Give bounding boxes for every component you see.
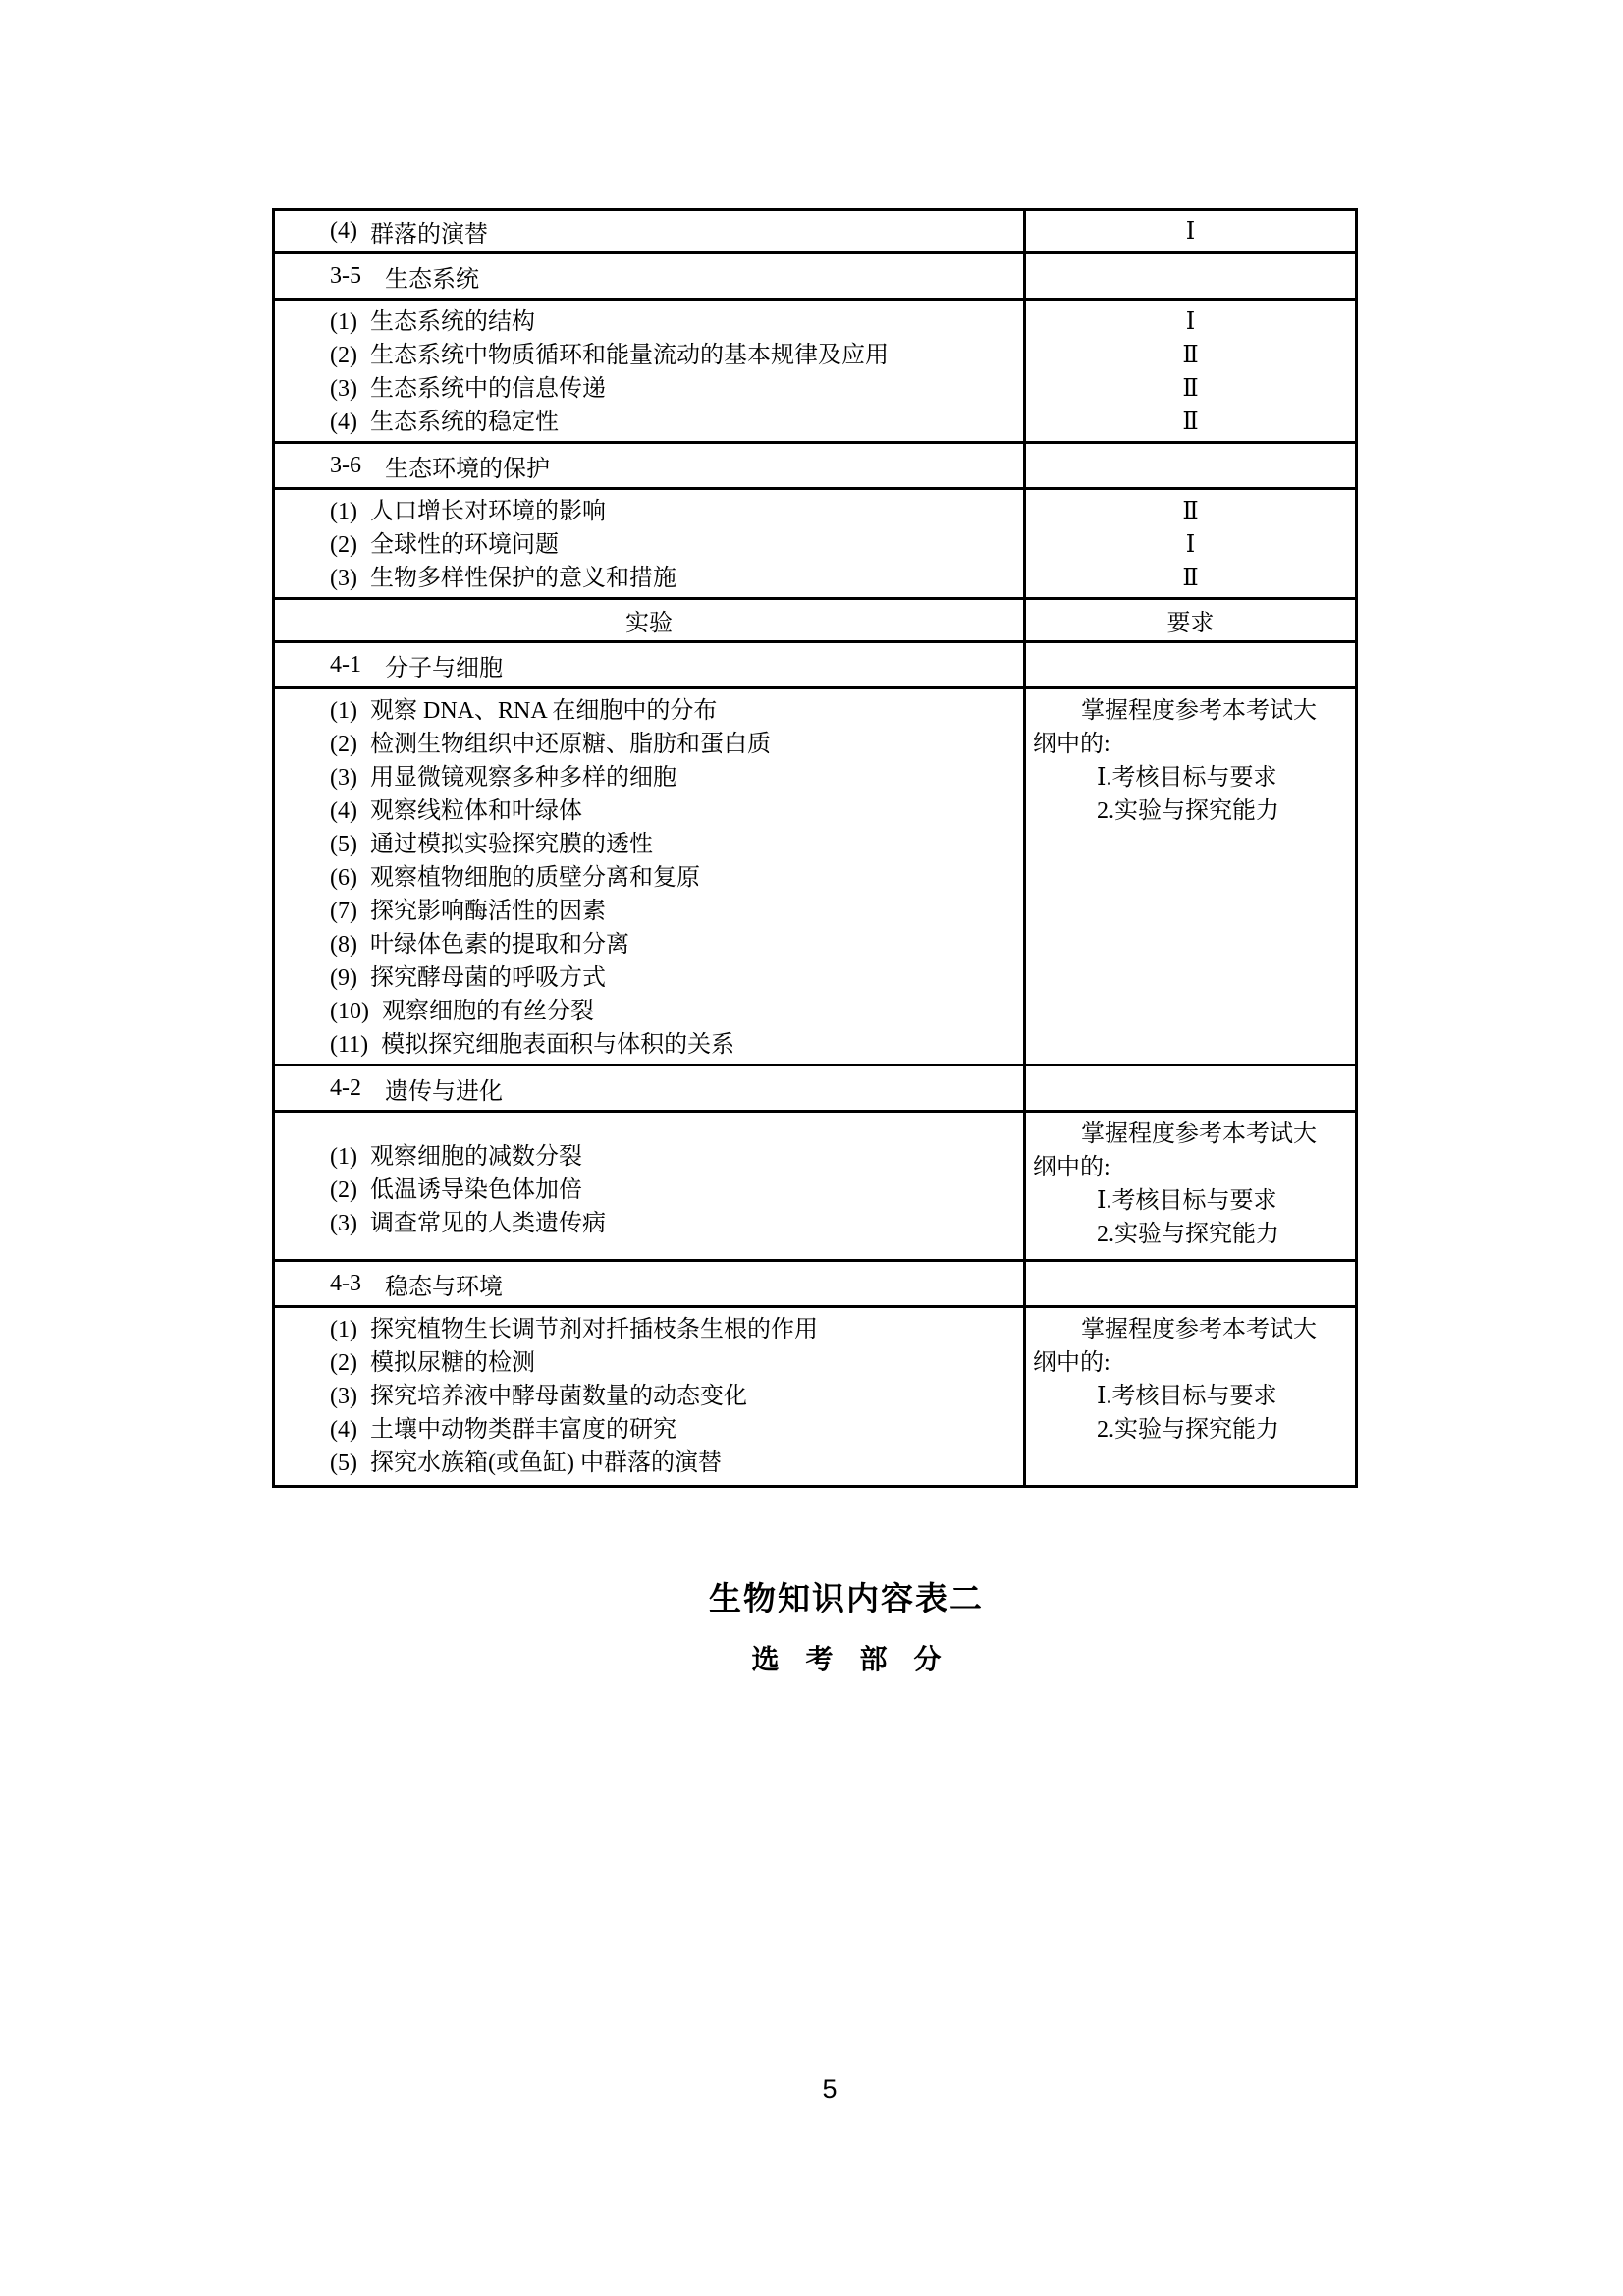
header-row (275, 600, 1355, 643)
item-number: (1) (330, 698, 357, 724)
item-line (330, 694, 1023, 728)
section-number: 4-3 (330, 1270, 361, 1296)
section-row (275, 254, 1355, 301)
item-number: (9) (330, 965, 357, 991)
requirement-level: Ⅱ (1182, 343, 1199, 368)
mastery-note (1026, 694, 1355, 828)
item-line (330, 406, 1023, 439)
item-text: 模拟探究细胞表面积与体积的关系 (381, 1032, 735, 1058)
item-line (330, 562, 1023, 595)
item-line (330, 828, 1023, 861)
item-line (330, 761, 1023, 794)
item-number: (1) (330, 1317, 357, 1342)
requirement-cell-empty (1026, 254, 1355, 298)
item-number: (11) (330, 1032, 369, 1058)
item-text: 用显微镜观察多种多样的细胞 (369, 765, 676, 791)
subtitle-elective-section: 选考部分 (751, 1645, 968, 1675)
requirement-cell-empty (1026, 444, 1355, 487)
table-row (275, 211, 1355, 254)
item-number: (4) (330, 798, 357, 824)
item-line (330, 305, 1023, 339)
item-line (330, 1140, 1023, 1174)
item-line (330, 728, 1023, 761)
item-number: (3) (330, 1384, 357, 1409)
item-line (330, 372, 1023, 406)
item-text: 生物多样性保护的意义和措施 (369, 566, 676, 591)
item-line (330, 861, 1023, 895)
content-table (272, 208, 1358, 1488)
item-text: 群落的演替 (369, 222, 488, 247)
requirement-level: Ⅱ (1182, 566, 1199, 591)
item-line (330, 1207, 1023, 1240)
item-line (330, 1313, 1023, 1346)
item-number: (4) (330, 410, 357, 435)
requirement-level: Ⅱ (1182, 376, 1199, 402)
requirement-level: Ⅰ (1185, 309, 1196, 335)
group-row (275, 689, 1355, 1066)
requirement-level: Ⅰ (1185, 532, 1196, 558)
topic-cell (275, 490, 1026, 597)
item-line (330, 1028, 1023, 1062)
topic-cell (275, 689, 1026, 1064)
requirement-level: Ⅰ (1185, 219, 1196, 245)
item-line (330, 1346, 1023, 1380)
item-text: 探究水族箱(或鱼缸) 中群落的演替 (369, 1450, 722, 1476)
mastery-note-line: Ⅰ.考核目标与要求 (1097, 1188, 1277, 1214)
mastery-note (1026, 1118, 1355, 1251)
mastery-note (1026, 1313, 1355, 1447)
mastery-note-line: 纲中的: (1033, 732, 1110, 757)
item-text: 调查常见的人类遗传病 (369, 1211, 606, 1236)
item-number: (5) (330, 832, 357, 857)
section-number: 4-1 (330, 651, 361, 678)
item-text: 探究影响酶活性的因素 (369, 899, 606, 924)
item-number: (2) (330, 532, 357, 558)
section-row (275, 643, 1355, 689)
item-number: (3) (330, 376, 357, 402)
mastery-note-line: Ⅰ.考核目标与要求 (1097, 765, 1277, 791)
requirement-cell-empty (1026, 643, 1355, 686)
table2-title: 生物知识内容表二 (709, 1582, 984, 1617)
experiment-header-cell (275, 600, 1026, 640)
item-number: (1) (330, 1144, 357, 1170)
mastery-note-line: 2.实验与探究能力 (1097, 798, 1279, 824)
group-row (275, 490, 1355, 600)
section-cell (275, 1066, 1026, 1110)
item-number: (2) (330, 1350, 357, 1376)
item-text: 观察细胞的减数分裂 (369, 1144, 582, 1170)
requirement-cell (1026, 301, 1355, 441)
item-text: 探究培养液中酵母菌数量的动态变化 (369, 1384, 747, 1409)
item-number: (8) (330, 932, 357, 957)
requirement-header-label: 要求 (1166, 611, 1215, 636)
section-cell (275, 1262, 1026, 1305)
mastery-note-line: 2.实验与探究能力 (1097, 1222, 1279, 1247)
item-text: 生态系统中物质循环和能量流动的基本规律及应用 (369, 343, 889, 368)
item-text: 观察线粒体和叶绿体 (369, 798, 582, 824)
item-line (330, 1380, 1023, 1413)
item-text: 生态系统的稳定性 (369, 410, 559, 435)
item-number: (2) (330, 732, 357, 757)
item-line (330, 928, 1023, 961)
item-text: 探究植物生长调节剂对扦插枝条生根的作用 (369, 1317, 818, 1342)
item-number: (5) (330, 1450, 357, 1476)
item-text: 全球性的环境问题 (369, 532, 559, 558)
section-number: 3-5 (330, 262, 361, 289)
section-title: 生态环境的保护 (385, 456, 550, 482)
item-number: (4) (330, 1417, 357, 1443)
section-title: 稳态与环境 (385, 1274, 503, 1300)
item-line (330, 339, 1023, 372)
item-line (330, 895, 1023, 928)
requirement-level: Ⅱ (1182, 499, 1199, 524)
topic-cell (275, 211, 1026, 251)
experiment-header-label: 实验 (625, 611, 673, 636)
mastery-note-line: Ⅰ.考核目标与要求 (1097, 1384, 1277, 1409)
item-number: (7) (330, 899, 357, 924)
section-title: 遗传与进化 (385, 1078, 503, 1105)
mastery-note-line: 掌握程度参考本考试大 (1081, 1317, 1317, 1342)
item-text: 生态系统的结构 (369, 309, 535, 335)
requirement-header-cell (1026, 600, 1355, 640)
item-text: 生态系统中的信息传递 (369, 376, 606, 402)
requirement-cell-empty (1026, 1066, 1355, 1110)
requirement-cell (1026, 689, 1355, 1064)
item-number: (10) (330, 999, 369, 1024)
item-number: (1) (330, 309, 357, 335)
item-text: 通过模拟实验探究膜的透性 (369, 832, 653, 857)
section-number: 4-2 (330, 1074, 361, 1101)
item-number: (3) (330, 765, 357, 791)
section-row (275, 1262, 1355, 1308)
item-line (330, 528, 1023, 562)
item-line (330, 794, 1023, 828)
section-cell (275, 254, 1026, 298)
requirement-cell (1026, 1308, 1355, 1485)
requirement-cell (1026, 490, 1355, 597)
item-number: (4) (330, 218, 357, 244)
topic-cell (275, 301, 1026, 441)
requirement-cell-empty (1026, 1262, 1355, 1305)
section-title: 生态系统 (385, 266, 479, 293)
item-text: 土壤中动物类群丰富度的研究 (369, 1417, 676, 1443)
item-line (330, 495, 1023, 528)
section-cell (275, 643, 1026, 686)
item-line (330, 961, 1023, 995)
item-text: 观察 DNA、RNA 在细胞中的分布 (369, 698, 718, 724)
item-number: (6) (330, 865, 357, 891)
item-text: 观察植物细胞的质壁分离和复原 (369, 865, 700, 891)
requirement-cell (1026, 211, 1355, 251)
topic-cell (275, 1308, 1026, 1485)
item-text: 检测生物组织中还原糖、脂肪和蛋白质 (369, 732, 771, 757)
mastery-note-line: 纲中的: (1033, 1155, 1110, 1180)
page-number: 5 (822, 2074, 838, 2104)
item-text: 人口增长对环境的影响 (369, 499, 606, 524)
group-row (275, 301, 1355, 444)
item-line (330, 1447, 1023, 1480)
topic-cell (275, 1113, 1026, 1259)
mastery-note-line: 2.实验与探究能力 (1097, 1417, 1279, 1443)
item-line (330, 1174, 1023, 1207)
section-row (275, 1066, 1355, 1113)
item-line (330, 1413, 1023, 1447)
item-number: (3) (330, 566, 357, 591)
item-number: (3) (330, 1211, 357, 1236)
mastery-note-line: 纲中的: (1033, 1350, 1110, 1376)
group-row (275, 1308, 1355, 1485)
mastery-note-line: 掌握程度参考本考试大 (1081, 698, 1317, 724)
item-number: (2) (330, 343, 357, 368)
item-number: (2) (330, 1177, 357, 1203)
item-text: 低温诱导染色体加倍 (369, 1177, 582, 1203)
item-line (330, 995, 1023, 1028)
mastery-note-line: 掌握程度参考本考试大 (1081, 1121, 1317, 1147)
section-title: 分子与细胞 (385, 655, 503, 682)
section-number: 3-6 (330, 452, 361, 478)
item-text: 观察细胞的有丝分裂 (381, 999, 594, 1024)
section-cell (275, 444, 1026, 487)
item-text: 叶绿体色素的提取和分离 (369, 932, 629, 957)
requirement-level: Ⅱ (1182, 410, 1199, 435)
item-number: (1) (330, 499, 357, 524)
item-text: 模拟尿糖的检测 (369, 1350, 535, 1376)
item-text: 探究酵母菌的呼吸方式 (369, 965, 606, 991)
section-row (275, 444, 1355, 490)
requirement-cell (1026, 1113, 1355, 1259)
group-row (275, 1113, 1355, 1262)
